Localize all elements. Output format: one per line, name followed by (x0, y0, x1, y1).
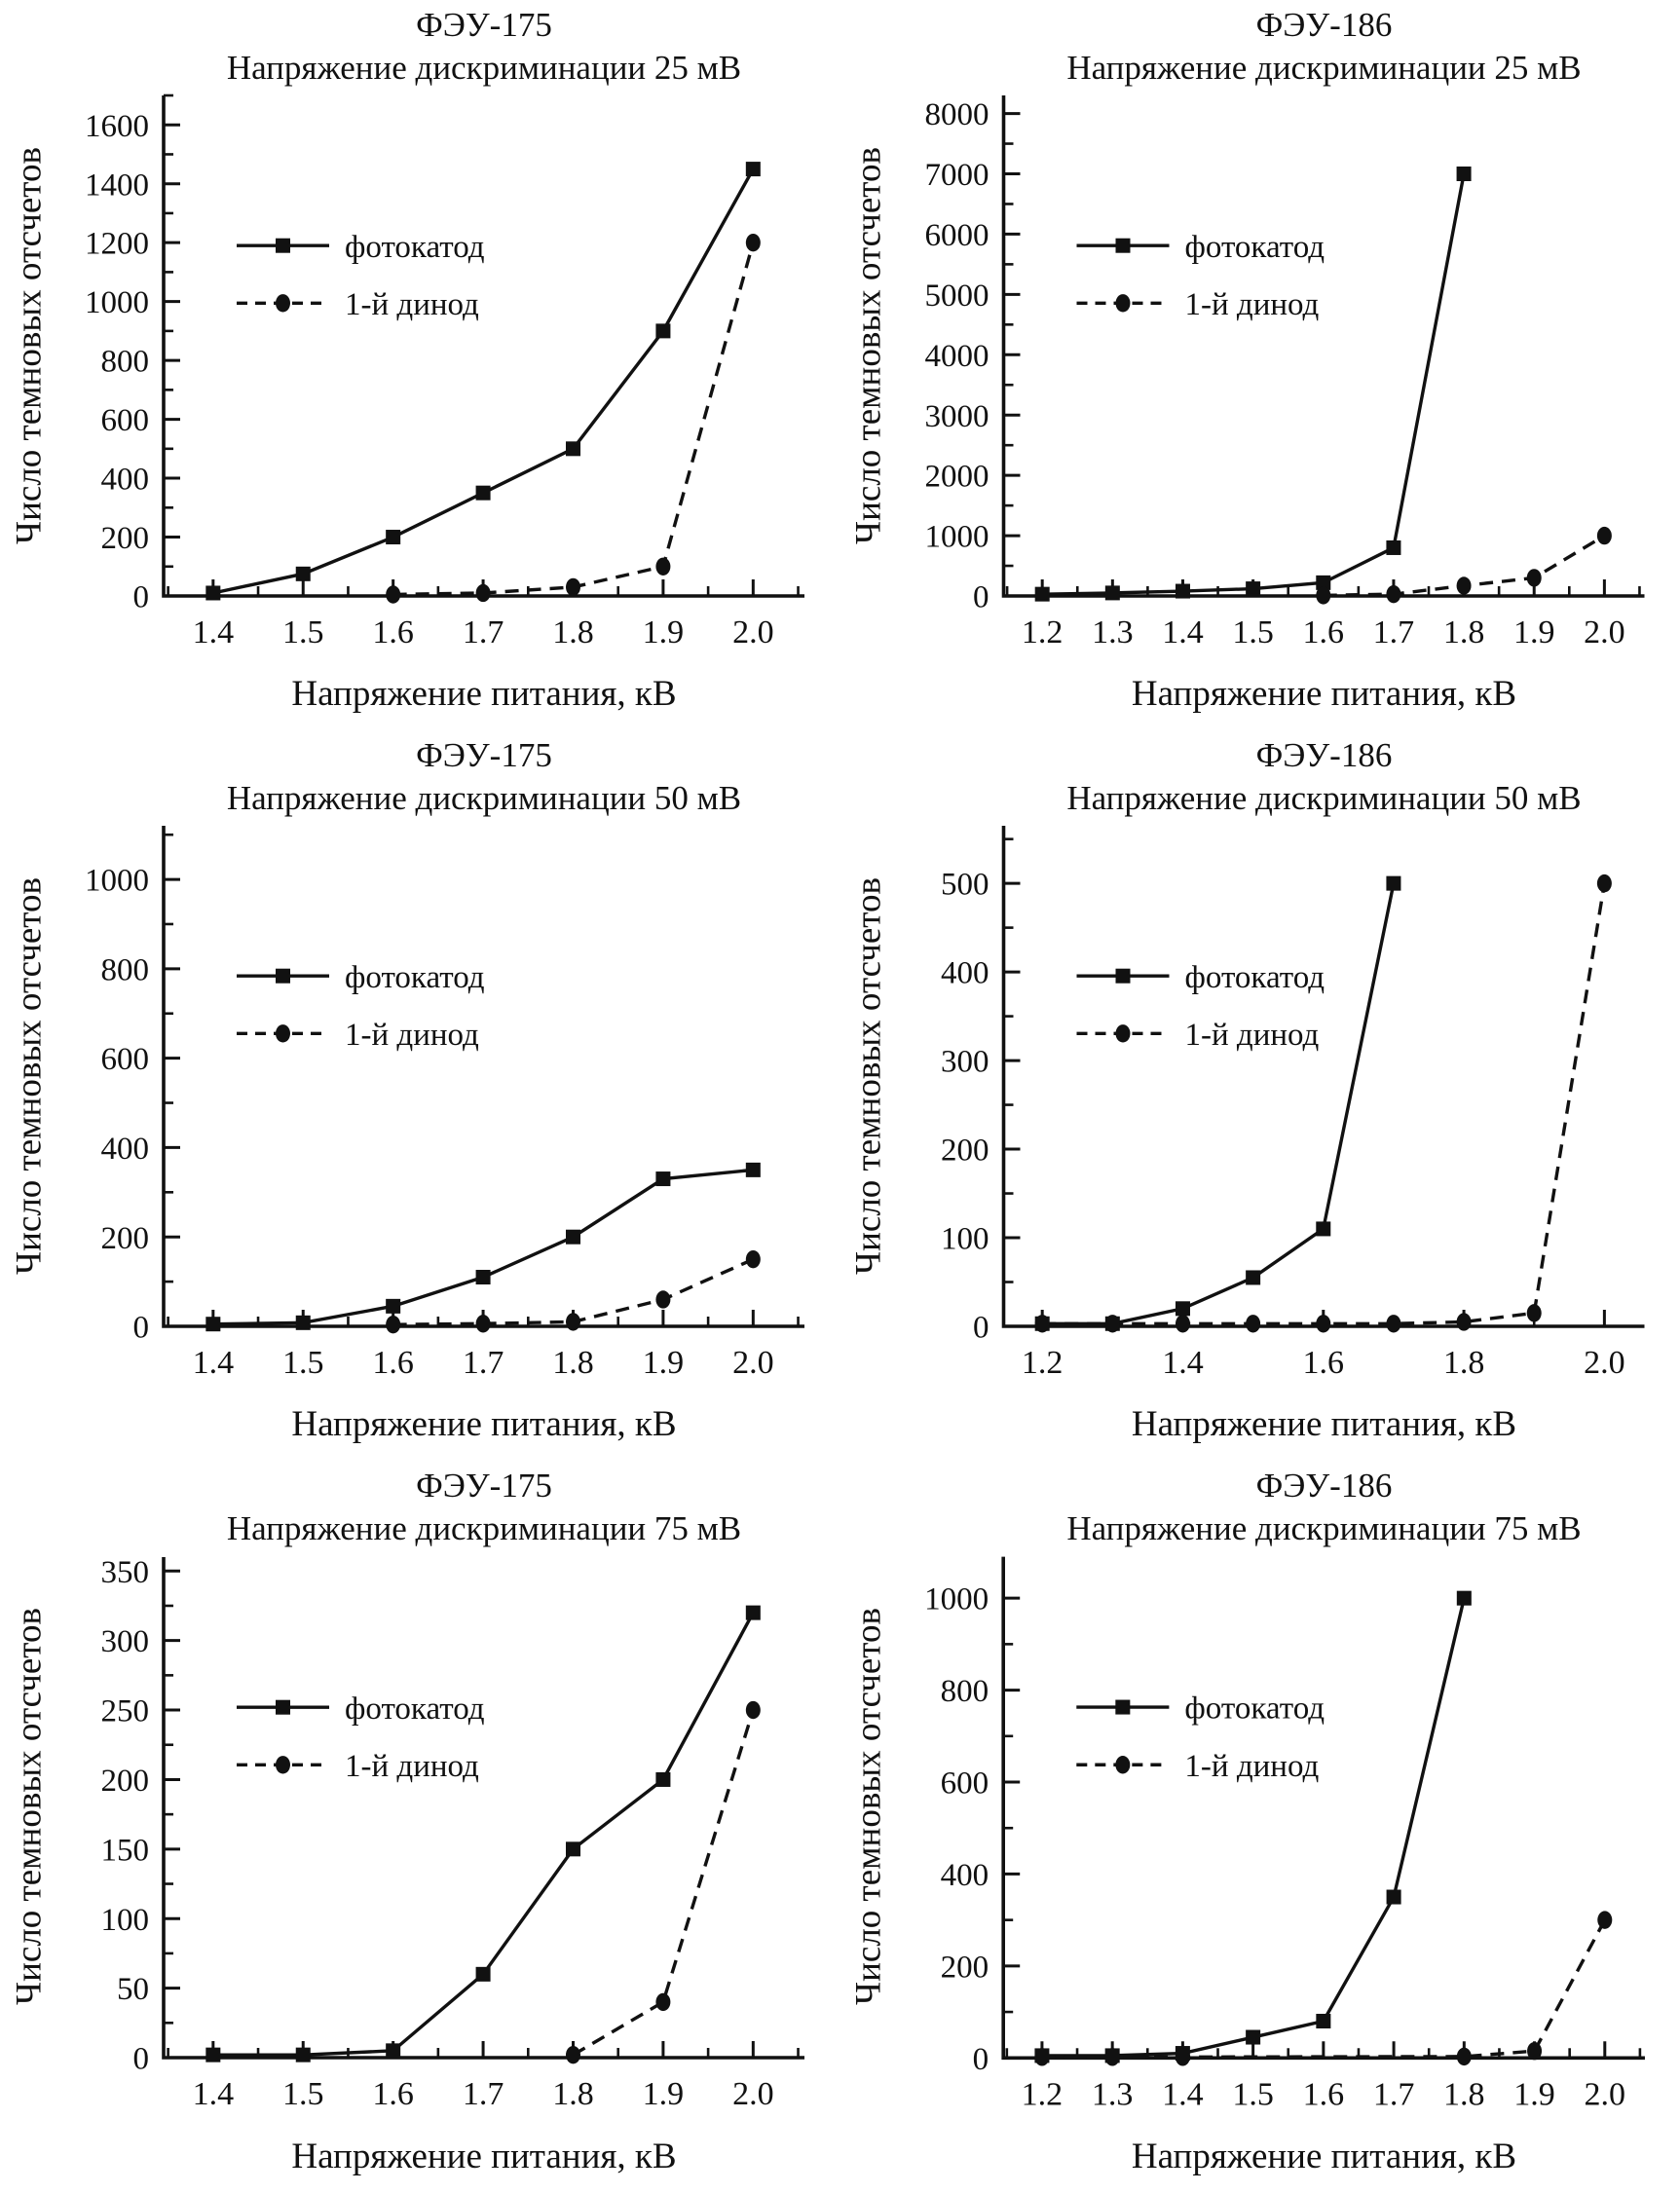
y-tick-label: 600 (100, 403, 149, 439)
photocathode-line (213, 1170, 753, 1323)
chart-title: ФЭУ-175 (416, 736, 552, 774)
legend-label: фотокатод (345, 229, 485, 265)
dynode-marker (1386, 1315, 1400, 1332)
y-tick-label: 6000 (924, 217, 989, 253)
chart-subtitle: Напряжение дискриминации 25 мВ (226, 49, 742, 87)
dynode-marker (1597, 527, 1612, 544)
dynode-marker (1316, 586, 1330, 604)
x-tick-label: 2.0 (1584, 1345, 1625, 1381)
dynode-marker (1176, 2048, 1190, 2065)
y-tick-label: 600 (940, 1766, 989, 1802)
dynode-marker (1034, 2048, 1049, 2065)
y-tick-label: 400 (100, 1131, 149, 1167)
y-tick-label: 1600 (85, 108, 149, 144)
y-tick-label: 1000 (924, 519, 989, 555)
x-tick-label: 1.8 (552, 2076, 594, 2112)
dynode-marker (655, 1993, 670, 2011)
legend-marker (1116, 239, 1131, 253)
dynode-marker (655, 1290, 670, 1308)
y-axis-label: Число темновых отсчетов (848, 1608, 889, 2005)
y-tick-label: 0 (973, 1310, 989, 1346)
x-tick-label: 1.7 (462, 2076, 504, 2112)
photocathode-marker (296, 1316, 311, 1330)
y-tick-label: 100 (941, 1221, 989, 1257)
y-tick-label: 400 (940, 1857, 989, 1893)
x-tick-label: 1.5 (281, 614, 324, 650)
y-tick-label: 1000 (924, 1581, 989, 1617)
legend-marker (1116, 1024, 1131, 1042)
y-axis-label: Число темновых отсчетов (9, 1608, 50, 2005)
y-tick-label: 5000 (924, 278, 989, 314)
photocathode-marker (1105, 585, 1120, 600)
photocathode-marker (296, 2048, 311, 2063)
y-tick-label: 4000 (924, 338, 989, 374)
photocathode-marker (746, 1606, 761, 1620)
x-tick-label: 1.2 (1021, 2076, 1064, 2113)
chart-plot (0, 0, 840, 730)
x-tick-label: 1.6 (1302, 1345, 1345, 1381)
x-tick-label: 1.5 (281, 1345, 324, 1381)
legend-marker (1115, 1756, 1130, 1773)
chart-subtitle: Напряжение дискриминации 25 мВ (1066, 49, 1582, 87)
y-tick-label: 2000 (924, 459, 989, 495)
chart-subtitle: Напряжение дискриминации 50 мВ (1066, 779, 1582, 817)
x-tick-label: 1.6 (372, 2076, 414, 2112)
x-tick-label: 1.7 (1372, 2076, 1415, 2113)
axes (164, 826, 804, 1326)
x-tick-label: 1.4 (1162, 2076, 1204, 2113)
photocathode-line (1042, 1598, 1464, 2056)
x-tick-label: 1.4 (192, 1345, 235, 1381)
dynode-marker (1457, 576, 1472, 594)
chart-title: ФЭУ-186 (1255, 6, 1393, 44)
x-tick-label: 1.6 (1302, 2076, 1345, 2113)
y-tick-label: 250 (100, 1693, 149, 1729)
photocathode-marker (1316, 1221, 1330, 1236)
photocathode-marker (1457, 167, 1472, 181)
x-tick-label: 1.6 (372, 1345, 414, 1381)
x-tick-label: 1.8 (1442, 1345, 1485, 1381)
legend-marker (276, 294, 290, 312)
photocathode-marker (386, 530, 400, 544)
x-axis-label: Напряжение питания, кВ (291, 2137, 677, 2176)
photocathode-marker (476, 1967, 491, 1982)
y-tick-label: 0 (972, 2041, 989, 2077)
photocathode-marker (205, 585, 220, 600)
chart-feu186-25mv (840, 0, 1680, 730)
x-tick-label: 1.5 (281, 2076, 324, 2112)
x-axis-label: Напряжение питания, кВ (1131, 2137, 1517, 2176)
y-tick-label: 150 (100, 1833, 149, 1869)
dynode-line (1042, 883, 1604, 1323)
y-axis-label: Число темновых отсчетов (9, 877, 50, 1275)
y-tick-label: 0 (132, 1310, 149, 1346)
x-tick-label: 2.0 (1584, 614, 1625, 650)
photocathode-marker (1246, 581, 1260, 596)
photocathode-marker (655, 323, 670, 338)
chart-title: ФЭУ-186 (1255, 1467, 1393, 1505)
chart-feu186-75mv (840, 1461, 1680, 2193)
dynode-marker (1105, 1315, 1120, 1332)
chart-plot (840, 1461, 1680, 2193)
legend-label: фотокатод (1184, 959, 1325, 995)
legend-label: 1-й динод (345, 1748, 479, 1784)
chart-plot (0, 730, 840, 1461)
legend-label: 1-й динод (1184, 1017, 1320, 1053)
x-tick-label: 1.7 (462, 614, 504, 650)
legend-label: 1-й динод (345, 1017, 479, 1053)
photocathode-marker (746, 1163, 761, 1177)
x-tick-label: 1.6 (1302, 614, 1345, 650)
chart-feu175-75mv (0, 1461, 840, 2193)
dynode-marker (1457, 1313, 1472, 1330)
x-axis-label: Напряжение питания, кВ (1131, 674, 1517, 714)
x-tick-label: 1.8 (1442, 614, 1485, 650)
y-tick-label: 0 (132, 579, 149, 615)
photocathode-marker (655, 1772, 670, 1787)
y-tick-label: 3000 (924, 398, 989, 434)
legend-marker (1115, 1700, 1130, 1715)
x-tick-label: 1.9 (642, 2076, 685, 2112)
legend-label: 1-й динод (1184, 1748, 1320, 1784)
y-tick-label: 0 (973, 579, 989, 615)
photocathode-marker (1176, 1301, 1190, 1316)
y-tick-label: 400 (941, 955, 989, 991)
dynode-marker (566, 2046, 580, 2063)
chart-feu175-50mv (0, 730, 840, 1461)
x-tick-label: 1.8 (552, 1345, 594, 1381)
dynode-marker (1386, 585, 1400, 603)
x-tick-label: 1.7 (462, 1345, 504, 1381)
y-tick-label: 1200 (85, 226, 149, 262)
dynode-marker (386, 585, 400, 603)
x-tick-label: 1.5 (1232, 614, 1274, 650)
axes (1003, 1557, 1645, 2059)
y-tick-label: 200 (100, 1220, 149, 1256)
chart-title: ФЭУ-186 (1255, 736, 1393, 774)
x-tick-label: 1.2 (1021, 1345, 1064, 1381)
axes (1004, 95, 1645, 596)
chart-plot (0, 1461, 840, 2193)
photocathode-marker (1457, 1591, 1472, 1606)
dynode-marker (386, 1316, 400, 1333)
y-tick-label: 200 (941, 1133, 989, 1169)
x-tick-label: 1.4 (1162, 1345, 1204, 1381)
y-tick-label: 8000 (924, 97, 989, 133)
chart-subtitle: Напряжение дискриминации 50 мВ (226, 779, 742, 817)
x-tick-label: 1.6 (372, 614, 414, 650)
photocathode-marker (205, 1317, 220, 1331)
dynode-marker (1527, 2042, 1542, 2060)
dynode-marker (476, 1315, 491, 1332)
photocathode-marker (386, 2043, 400, 2058)
y-tick-label: 50 (117, 1972, 149, 2008)
x-tick-label: 2.0 (732, 614, 774, 650)
legend-marker (276, 969, 290, 984)
x-tick-label: 1.9 (642, 1345, 685, 1381)
photocathode-marker (476, 486, 491, 501)
chart-feu175-25mv (0, 0, 840, 730)
dynode-line (1042, 1920, 1605, 2058)
x-tick-label: 1.8 (552, 614, 594, 650)
photocathode-marker (1386, 540, 1400, 555)
photocathode-marker (566, 441, 580, 456)
axes (164, 1557, 804, 2058)
dynode-marker (1105, 2048, 1120, 2065)
dynode-marker (1457, 2048, 1472, 2065)
dynode-marker (566, 578, 580, 596)
y-tick-label: 200 (940, 1950, 989, 1986)
y-tick-label: 800 (940, 1674, 989, 1710)
dynode-marker (1035, 1315, 1050, 1332)
photocathode-marker (1387, 1890, 1401, 1905)
chart-subtitle: Напряжение дискриминации 75 мВ (226, 1509, 742, 1547)
dynode-marker (1597, 874, 1612, 892)
dynode-marker (746, 1250, 761, 1268)
chart-title: ФЭУ-175 (416, 6, 552, 44)
photocathode-marker (1176, 584, 1190, 599)
y-tick-label: 300 (100, 1624, 149, 1660)
y-axis-label: Число темновых отсчетов (9, 147, 50, 544)
x-tick-label: 1.9 (1512, 614, 1555, 650)
photocathode-marker (476, 1270, 491, 1284)
dynode-marker (1527, 569, 1542, 586)
dynode-marker (746, 1701, 761, 1719)
legend-label: фотокатод (1184, 1691, 1325, 1727)
dynode-marker (566, 1313, 580, 1330)
photocathode-marker (655, 1171, 670, 1186)
chart-title: ФЭУ-175 (416, 1467, 552, 1505)
y-tick-label: 1000 (85, 863, 149, 899)
legend-marker (276, 239, 290, 253)
photocathode-line (213, 1613, 753, 2055)
dynode-marker (1176, 1315, 1190, 1332)
y-tick-label: 400 (100, 462, 149, 498)
x-tick-label: 1.3 (1091, 2076, 1134, 2113)
x-tick-label: 1.9 (642, 614, 685, 650)
legend-marker (276, 1024, 290, 1042)
x-tick-label: 1.8 (1443, 2076, 1485, 2113)
y-tick-label: 100 (100, 1902, 149, 1938)
legend-marker (1116, 969, 1131, 984)
photocathode-marker (1386, 876, 1400, 891)
legend-label: фотокатод (1184, 229, 1325, 265)
x-tick-label: 1.5 (1232, 2076, 1274, 2113)
axes (1004, 826, 1645, 1326)
legend-label: 1-й динод (1184, 286, 1320, 322)
legend-marker (1116, 294, 1131, 312)
x-axis-label: Напряжение питания, кВ (1131, 1404, 1517, 1444)
photocathode-marker (566, 1230, 580, 1245)
dynode-marker (476, 584, 491, 602)
photocathode-marker (205, 2048, 220, 2063)
photocathode-marker (296, 567, 311, 581)
y-tick-label: 600 (100, 1042, 149, 1078)
y-tick-label: 200 (100, 521, 149, 557)
y-tick-label: 800 (100, 952, 149, 988)
x-tick-label: 2.0 (732, 1345, 774, 1381)
dynode-marker (1246, 1315, 1260, 1332)
x-tick-label: 1.3 (1092, 614, 1134, 650)
y-tick-label: 300 (941, 1044, 989, 1080)
chart-plot (840, 730, 1680, 1461)
photocathode-marker (746, 162, 761, 176)
dynode-marker (1527, 1304, 1542, 1321)
y-tick-label: 350 (100, 1554, 149, 1590)
x-axis-label: Напряжение питания, кВ (291, 1404, 677, 1444)
dynode-marker (655, 558, 670, 576)
y-axis-label: Число темновых отсчетов (848, 877, 889, 1275)
x-tick-label: 1.4 (1162, 614, 1204, 650)
photocathode-marker (1316, 2014, 1330, 2028)
chart-plot (840, 0, 1680, 730)
x-tick-label: 1.2 (1021, 614, 1064, 650)
photocathode-marker (386, 1299, 400, 1314)
legend-label: фотокатод (345, 959, 485, 995)
photocathode-marker (1246, 1270, 1260, 1284)
y-tick-label: 0 (132, 2041, 149, 2077)
dynode-marker (1316, 1315, 1330, 1332)
x-tick-label: 2.0 (732, 2076, 774, 2112)
y-tick-label: 800 (100, 344, 149, 380)
y-tick-label: 1000 (85, 285, 149, 321)
chart-feu186-50mv (840, 730, 1680, 1461)
legend-marker (276, 1700, 290, 1715)
y-tick-label: 500 (941, 867, 989, 903)
axes (164, 95, 804, 596)
dynode-marker (1597, 1911, 1612, 1928)
x-tick-label: 1.4 (192, 614, 235, 650)
photocathode-marker (1246, 2030, 1260, 2045)
y-axis-label: Число темновых отсчетов (848, 147, 889, 544)
x-tick-label: 1.7 (1372, 614, 1415, 650)
x-tick-label: 1.9 (1513, 2076, 1555, 2113)
y-tick-label: 7000 (924, 158, 989, 194)
photocathode-line (1042, 883, 1394, 1323)
x-tick-label: 2.0 (1584, 2076, 1626, 2113)
dynode-marker (746, 234, 761, 251)
legend-label: фотокатод (345, 1691, 485, 1727)
legend-marker (276, 1756, 290, 1773)
x-tick-label: 1.4 (192, 2076, 235, 2112)
photocathode-marker (566, 1841, 580, 1856)
legend-label: 1-й динод (345, 286, 479, 322)
y-tick-label: 1400 (85, 167, 149, 204)
photocathode-marker (1035, 587, 1050, 602)
x-axis-label: Напряжение питания, кВ (291, 674, 677, 714)
y-tick-label: 200 (100, 1763, 149, 1799)
chart-subtitle: Напряжение дискриминации 75 мВ (1066, 1509, 1582, 1547)
